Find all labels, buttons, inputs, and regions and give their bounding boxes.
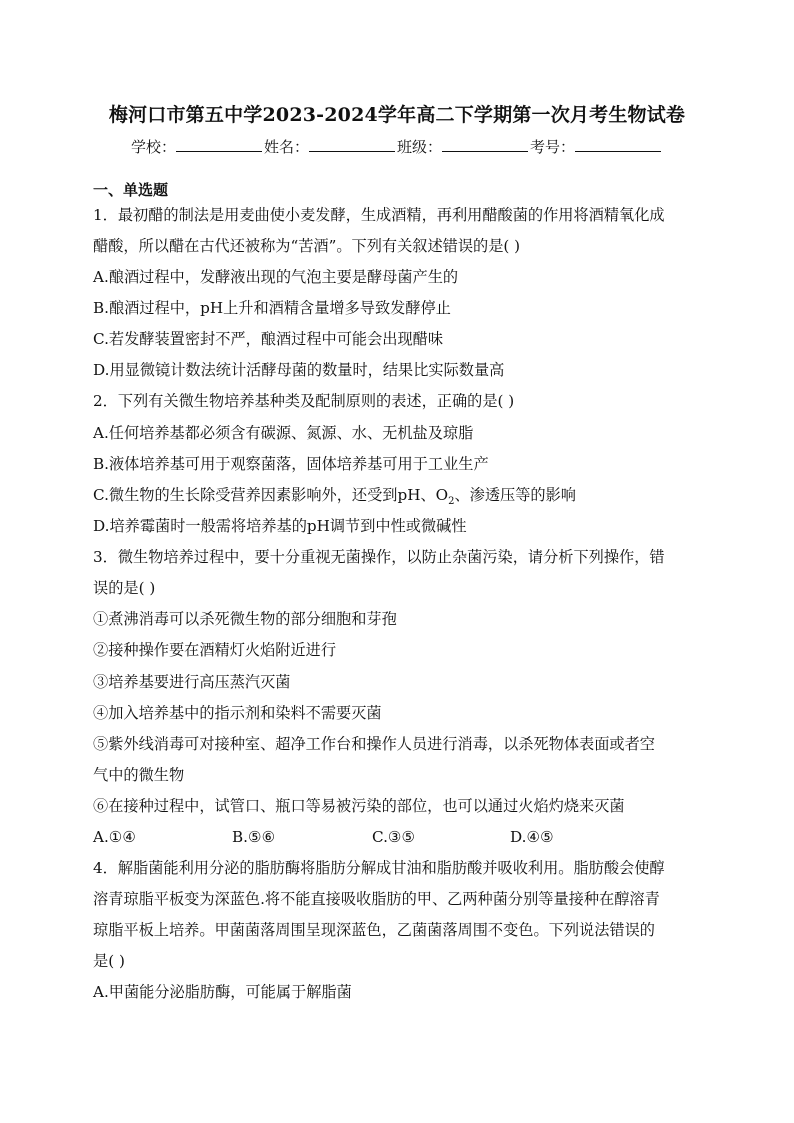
q1-option-c: C.若发酵装置密封不严，酿酒过程中可能会出现醋味 bbox=[93, 330, 444, 348]
q3-statement-2: ②接种操作要在酒精灯火焰附近进行 bbox=[93, 641, 336, 659]
q2-option-c-pre: C.微生物的生长除受营养因素影响外，还受到pH、O bbox=[93, 486, 449, 504]
q3-statement-4: ④加入培养基中的指示剂和染料不需要灭菌 bbox=[93, 704, 382, 722]
q3-stem-line2: 误的是( ) bbox=[93, 579, 156, 597]
number-label: 考号： bbox=[530, 138, 576, 156]
number-blank[interactable] bbox=[575, 138, 661, 152]
name-blank[interactable] bbox=[309, 138, 395, 152]
q2-option-a: A.任何培养基都必须含有碳源、氮源、水、无机盐及琼脂 bbox=[93, 424, 474, 442]
class-label: 班级： bbox=[397, 138, 443, 156]
q3-statement-1: ①煮沸消毒可以杀死微生物的部分细胞和芽孢 bbox=[93, 610, 397, 628]
q2-option-c bbox=[93, 485, 576, 512]
q3-option-d: D.④⑤ bbox=[510, 828, 554, 846]
q4-stem-line3: 琼脂平板上培养。甲菌菌落周围呈现深蓝色，乙菌菌落周围不变色。下列说法错误的 bbox=[93, 921, 655, 939]
q1-option-b: B.酿酒过程中，pH上升和酒精含量增多导致发酵停止 bbox=[93, 299, 451, 317]
q4-option-a: A.甲菌能分泌脂肪酶，可能属于解脂菌 bbox=[93, 983, 352, 1001]
q4-stem-line2: 溶青琼脂平板变为深蓝色.将不能直接吸收脂肪的甲、乙两种菌分别等量接种在醇溶青 bbox=[93, 890, 660, 908]
q3-option-a: A.①④ bbox=[93, 828, 137, 846]
class-blank[interactable] bbox=[442, 138, 528, 152]
q2-option-d: D.培养霉菌时一般需将培养基的pH调节到中性或微碱性 bbox=[93, 517, 467, 535]
school-blank[interactable] bbox=[176, 138, 262, 152]
q2-option-c-post: 、渗透压等的影响 bbox=[454, 486, 576, 504]
q1-option-d: D.用显微镜计数法统计活酵母菌的数量时，结果比实际数量高 bbox=[93, 361, 505, 379]
section-heading: 一、单选题 bbox=[93, 181, 169, 199]
name-label: 姓名： bbox=[263, 138, 309, 156]
q3-statement-5-line1: ⑤紫外线消毒可对接种室、超净工作台和操作人员进行消毒，以杀死物体表面或者空 bbox=[93, 735, 655, 753]
q2-option-b: B.液体培养基可用于观察菌落，固体培养基可用于工业生产 bbox=[93, 455, 489, 473]
q1-stem-line1: 1．最初醋的制法是用麦曲使小麦发酵，生成酒精，再利用醋酸菌的作用将酒精氧化成 bbox=[93, 206, 665, 224]
student-info-row bbox=[0, 136, 794, 157]
q1-option-a: A.酿酒过程中，发酵液出现的气泡主要是酵母菌产生的 bbox=[93, 268, 459, 286]
q4-stem-line1: 4．解脂菌能利用分泌的脂肪酶将脂肪分解成甘油和脂肪酸并吸收利用。脂肪酸会使醇 bbox=[93, 859, 665, 877]
page-title: 梅河口市第五中学2023-2024学年高二下学期第一次月考生物试卷 bbox=[108, 104, 686, 126]
q4-stem-line4: 是( ) bbox=[93, 952, 125, 970]
q3-statement-3: ③培养基要进行高压蒸汽灭菌 bbox=[93, 673, 291, 691]
q2-stem: 2．下列有关微生物培养基种类及配制原则的表述，正确的是( ) bbox=[93, 392, 515, 410]
q3-option-b: B.⑤⑥ bbox=[232, 828, 276, 846]
q3-stem-line1: 3．微生物培养过程中，要十分重视无菌操作，以防止杂菌污染，请分析下列操作，错 bbox=[93, 548, 665, 566]
q3-statement-6: ⑥在接种过程中，试管口、瓶口等易被污染的部位，也可以通过火焰灼烧来灭菌 bbox=[93, 797, 625, 815]
q2-option-c-sub: 2 bbox=[448, 496, 455, 508]
q1-stem-line2: 醋酸，所以醋在古代还被称为“苦酒”。下列有关叙述错误的是( ) bbox=[93, 237, 521, 255]
school-label: 学校： bbox=[130, 138, 176, 156]
q3-statement-5-line2: 气中的微生物 bbox=[93, 766, 185, 784]
q3-option-c: C.③⑤ bbox=[372, 828, 416, 846]
